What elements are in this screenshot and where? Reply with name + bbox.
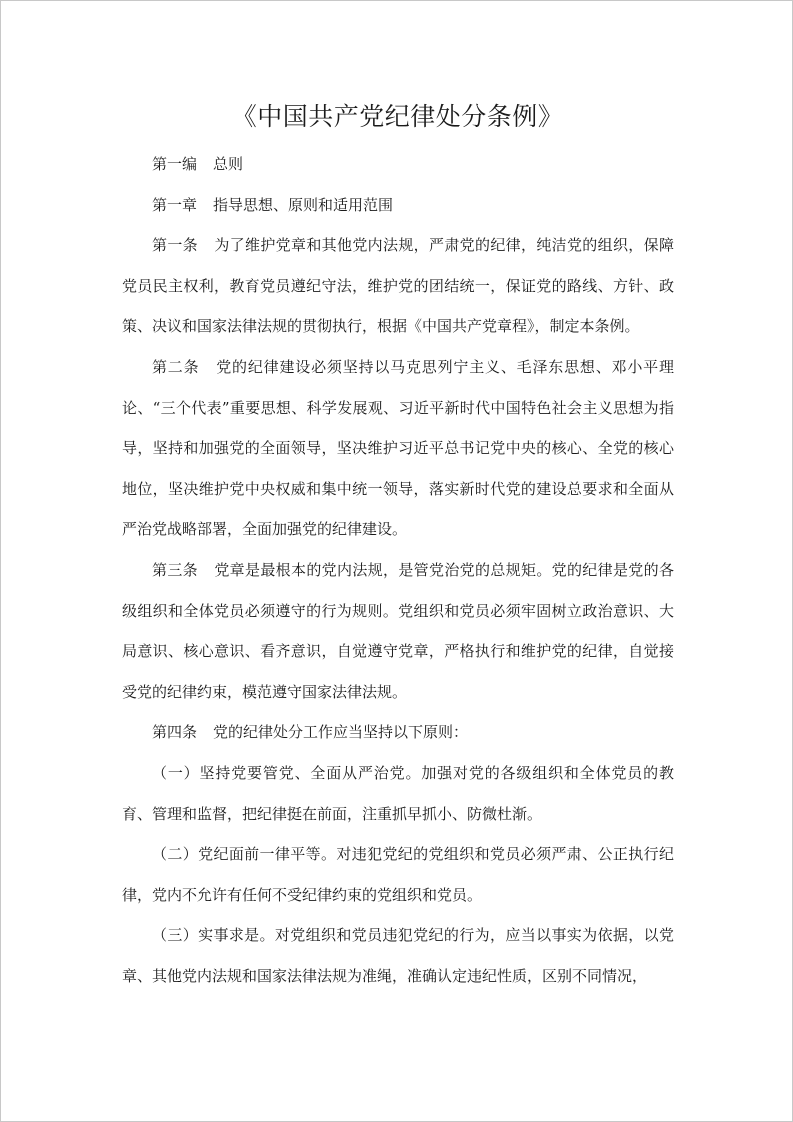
paragraph-text: 总则: [213, 155, 244, 173]
paragraph-chapter-1: [122, 185, 674, 226]
paragraph-heading: 第四条: [152, 723, 198, 742]
paragraph-text: 党章是最根本的党内法规，是管党治党的总规矩。党的纪律是党的各级组织和全体党员必须遵守的行为规则。党组织和党员必须牢固树立政治意识、大局意识、核心意识、看齐意识，自觉遵守党章，严格执行和维护党的纪律，自觉接受党的纪律约束，模范遵守国家法律法规。: [122, 560, 674, 701]
paragraph-text: （三）实事求是。对党组织和党员违犯党纪的行为，应当以事实为依据，以党章、其他党内法规和国家法律法规为准绳，准确认定违纪性质，区别不同情况，: [122, 926, 674, 985]
paragraph-text: 党的纪律处分工作应当坚持以下原则：: [213, 723, 469, 742]
paragraph-principle-2: [122, 834, 674, 915]
paragraph-principle-3: [122, 915, 674, 996]
paragraph-article-3: [122, 550, 674, 712]
paragraph-text: （一）坚持党要管党、全面从严治党。加强对党的各级组织和全体党员的教育、管理和监督，把纪律挺在前面，注重抓早抓小、防微杜渐。: [122, 763, 674, 823]
document-title: 《中国共产党纪律处分条例》: [231, 102, 564, 131]
paragraph-text: （二）党纪面前一律平等。对违犯党纪的党组织和党员必须严肃、公正执行纪律，党内不允许有任何不受纪律约束的党组织和党员。: [122, 845, 674, 904]
paragraph-text: 为了维护党章和其他党内法规，严肃党的纪律，纯洁党的组织，保障党员民主权利，教育党员遵纪守法，维护党的团结统一，保证党的路线、方针、政策、决议和国家法律法规的贯彻执行，根据《中国共产党章程》，制定本条例。: [122, 236, 674, 336]
paragraph-text: 指导思想、原则和适用范围: [213, 195, 394, 214]
paragraph-heading: 第一章: [152, 195, 198, 214]
paragraph-text: 党的纪律建设必须坚持以马克思列宁主义、毛泽东思想、邓小平理论、“三个代表”重要思想、科学发展观、习近平新时代中国特色社会主义思想为指导，坚持和加强党的全面领导，坚决维护习近平总书记党中央的核心、全党的核心地位，坚决维护党中央权威和集中统一领导，落实新时代党的建设总要求和全面从严治党战略部署，全面加强党的纪律建设。: [122, 357, 674, 539]
paragraph-article-4: [122, 712, 674, 753]
paragraph-part-1: [122, 144, 674, 185]
paragraph-principle-1: [122, 753, 674, 834]
paragraph-article-1: [122, 225, 674, 347]
paragraph-heading: 第二条: [152, 357, 200, 376]
paragraph-heading: 第一条: [152, 236, 198, 255]
paragraph-article-2: [122, 347, 674, 550]
paragraph-heading: 第一编: [152, 155, 198, 173]
document-body: [122, 144, 674, 996]
paragraph-heading: 第三条: [152, 560, 198, 579]
